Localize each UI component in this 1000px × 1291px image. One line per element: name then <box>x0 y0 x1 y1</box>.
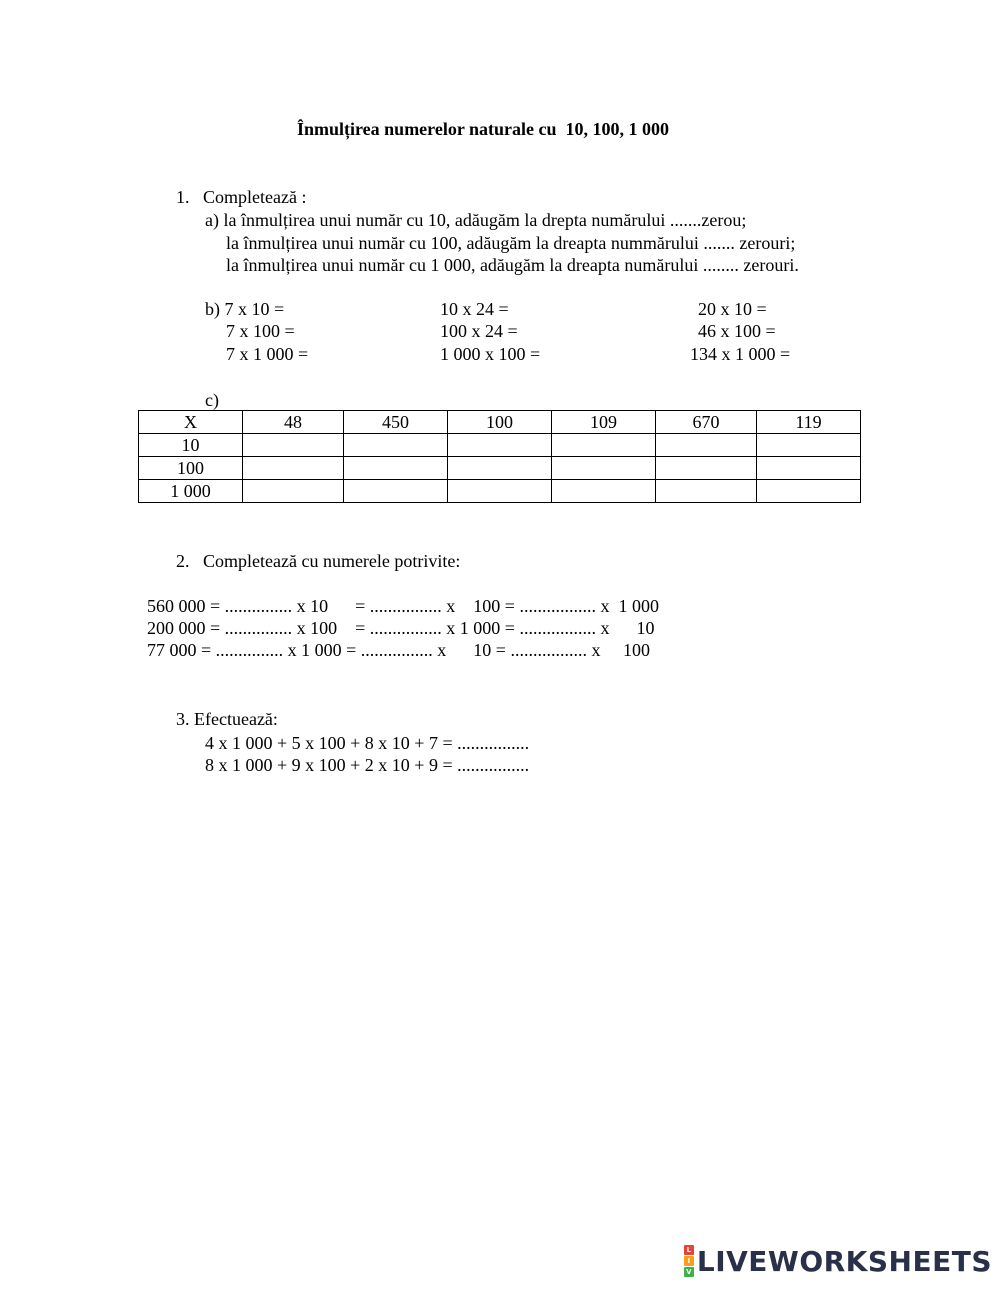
logo-text: LIVEWORKSHEETS <box>696 1244 992 1278</box>
table-row <box>139 434 861 457</box>
exercise-2-line-2: 200 000 = ............... x 100 = ................ x 1 000 = ................. x 10 <box>147 618 655 638</box>
exercise-3-line-2: 8 x 1 000 + 9 x 100 + 2 x 10 + 9 = ................ <box>205 755 530 775</box>
table-header-cell: 109 <box>552 411 656 434</box>
exercise-1a-line-2: la înmulțirea unui număr cu 100, adăugăm la dreapta nummărului ....... zerouri; <box>226 233 796 253</box>
answer-cell[interactable] <box>552 434 656 457</box>
multiplication-table <box>138 410 861 503</box>
table-header-cell: 119 <box>757 411 861 434</box>
exercise-2-line-3: 77 000 = ............... x 1 000 = ................ x 10 = ................. x 100 <box>147 640 650 660</box>
answer-cell[interactable] <box>757 457 861 480</box>
table-row-label: 100 <box>139 457 243 480</box>
exercise-1a-line-1: a) la înmulțirea unui număr cu 10, adăugăm la drepta numărului .......zerou; <box>205 210 747 230</box>
answer-cell[interactable] <box>243 457 344 480</box>
page-title: Înmulțirea numerelor naturale cu 10, 100, 1 000 <box>297 119 669 139</box>
table-header-cell: 100 <box>448 411 552 434</box>
answer-cell[interactable] <box>448 434 552 457</box>
exercise-1-heading: 1. Completează : <box>176 187 307 207</box>
table-header-row <box>139 411 861 434</box>
table-row <box>139 480 861 503</box>
table-header-cell: 48 <box>243 411 344 434</box>
table-row-label: 10 <box>139 434 243 457</box>
answer-cell[interactable] <box>243 480 344 503</box>
answer-cell[interactable] <box>552 480 656 503</box>
liveworksheets-logo <box>684 1241 992 1281</box>
exercise-1b-r2-c2: 100 x 24 = <box>440 321 518 341</box>
answer-cell[interactable] <box>656 480 757 503</box>
answer-cell[interactable] <box>757 480 861 503</box>
exercise-1b-r3-c3: 134 x 1 000 = <box>690 344 791 364</box>
answer-cell[interactable] <box>448 480 552 503</box>
exercise-3-line-1: 4 x 1 000 + 5 x 100 + 8 x 10 + 7 = ................ <box>205 733 530 753</box>
answer-cell[interactable] <box>552 457 656 480</box>
answer-cell[interactable] <box>344 457 448 480</box>
answer-cell[interactable] <box>656 434 757 457</box>
logo-block: L <box>684 1245 694 1255</box>
exercise-1b-r2-c3: 46 x 100 = <box>698 321 776 341</box>
table-header-cell: 670 <box>656 411 757 434</box>
logo-blocks-icon <box>684 1245 694 1277</box>
exercise-3-heading: 3. Efectuează: <box>176 709 278 729</box>
exercise-2-line-1: 560 000 = ............... x 10 = ................ x 100 = ................. x 1 000 <box>147 596 659 616</box>
answer-cell[interactable] <box>344 434 448 457</box>
table-row-label: 1 000 <box>139 480 243 503</box>
exercise-1c-label: c) <box>205 390 219 410</box>
exercise-1b-r2-c1: 7 x 100 = <box>226 321 295 341</box>
table-header-cell: 450 <box>344 411 448 434</box>
exercise-1a-line-3: la înmulțirea unui număr cu 1 000, adăugăm la dreapta numărului ........ zerouri. <box>226 255 799 275</box>
logo-block: V <box>684 1267 694 1277</box>
exercise-1b-r1-c2: 10 x 24 = <box>440 299 509 319</box>
answer-cell[interactable] <box>448 457 552 480</box>
exercise-1b-r1-c3: 20 x 10 = <box>698 299 767 319</box>
table-header-cell: X <box>139 411 243 434</box>
table-row <box>139 457 861 480</box>
exercise-1b-r1-c1: b) 7 x 10 = <box>205 299 285 319</box>
answer-cell[interactable] <box>757 434 861 457</box>
answer-cell[interactable] <box>243 434 344 457</box>
answer-cell[interactable] <box>656 457 757 480</box>
exercise-1b-r3-c2: 1 000 x 100 = <box>440 344 541 364</box>
logo-block: I <box>684 1256 694 1266</box>
answer-cell[interactable] <box>344 480 448 503</box>
exercise-2-heading: 2. Completează cu numerele potrivite: <box>176 551 461 571</box>
exercise-1b-r3-c1: 7 x 1 000 = <box>226 344 309 364</box>
